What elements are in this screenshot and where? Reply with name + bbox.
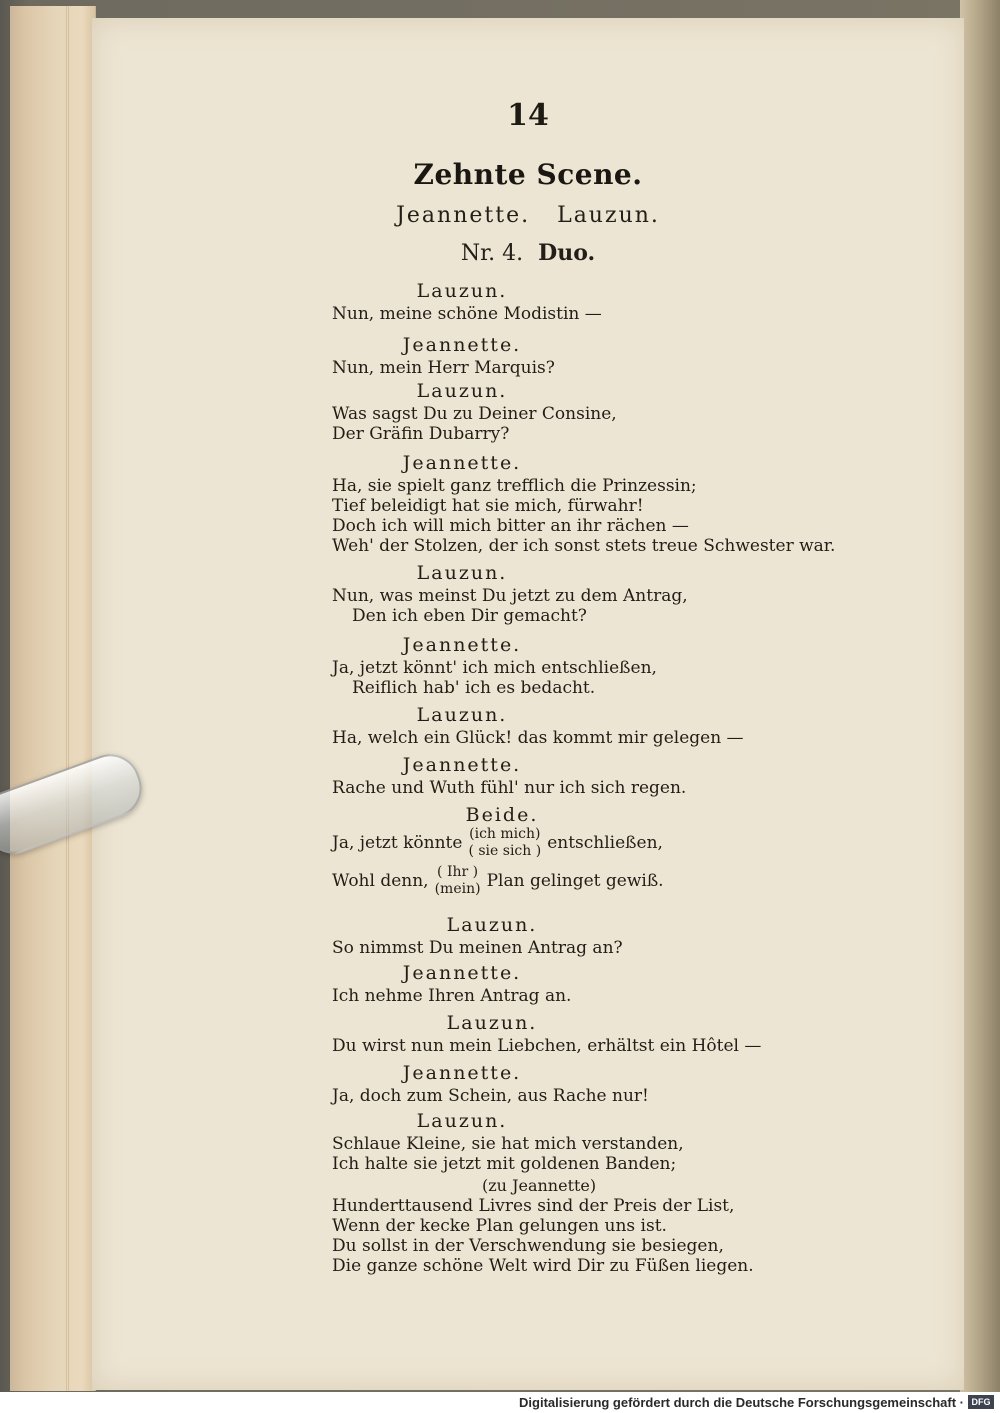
dialogue-line: Ha, sie spielt ganz trefflich die Prinzessin; xyxy=(332,476,697,496)
speaker-name: Lauzun. xyxy=(416,562,508,584)
dialogue-line: Doch ich will mich bitter an ihr rächen — xyxy=(332,516,689,536)
alt-top: ( Ihr ) xyxy=(437,864,479,880)
alt-top: (ich mich) xyxy=(469,826,541,842)
dialogue-line: Was sagst Du zu Deiner Consine, xyxy=(332,404,617,424)
book-page-edges xyxy=(10,6,96,1391)
dialogue-line: Ja, jetzt könnt' ich mich entschließen, xyxy=(332,658,657,678)
dialogue-line: Nun, meine schöne Modistin — xyxy=(332,304,602,324)
speaker-name: Jeannette. xyxy=(402,452,522,474)
speaker-name: Lauzun. xyxy=(416,704,508,726)
dialogue-line: Ja, doch zum Schein, aus Rache nur! xyxy=(332,1086,649,1106)
beide-line-1 xyxy=(332,826,663,860)
footer-bar xyxy=(0,1392,1000,1413)
alt-bottom: (mein) xyxy=(434,881,481,897)
dialogue-line: Weh' der Stolzen, der ich sonst stets treue Schwester war. xyxy=(332,536,836,556)
dialogue-line: Hunderttausend Livres sind der Preis der List, xyxy=(332,1196,735,1216)
digitization-credit: Digitalisierung gefördert durch die Deutsche Forschungsgemeinschaft · xyxy=(519,1395,964,1410)
dialogue-line: Den ich eben Dir gemacht? xyxy=(352,606,587,626)
duo-label: Duo. xyxy=(538,240,596,266)
page-number: 14 xyxy=(507,98,549,133)
dialogue-line: Nun, mein Herr Marquis? xyxy=(332,358,555,378)
dialogue-line: Der Gräfin Dubarry? xyxy=(332,424,510,444)
dialogue-line: So nimmst Du meinen Antrag an? xyxy=(332,938,623,958)
speaker-name: Lauzun. xyxy=(416,1110,508,1132)
speaker-name: Jeannette. xyxy=(402,634,522,656)
speaker-name: Jeannette. xyxy=(402,754,522,776)
dialogue-line: Reiflich hab' ich es bedacht. xyxy=(352,678,596,698)
dfg-logo: DFG xyxy=(968,1395,994,1409)
speaker-name: Jeannette. xyxy=(402,334,522,356)
alt-bottom: ( sie sich ) xyxy=(468,843,542,859)
speaker-name: Jeannette. xyxy=(402,962,522,984)
alternative-bracket xyxy=(435,864,481,898)
dialogue-line: Nun, was meinst Du jetzt zu dem Antrag, xyxy=(332,586,688,606)
beide-text: Ja, jetzt könnte xyxy=(332,833,463,853)
dialogue-line: Rache und Wuth fühl' nur ich sich regen. xyxy=(332,778,687,798)
speaker-name: Lauzun. xyxy=(416,380,508,402)
dialogue-line: Ich halte sie jetzt mit goldenen Banden; xyxy=(332,1154,677,1174)
speaker-name: Beide. xyxy=(465,804,539,826)
number-label: Nr. 4. xyxy=(460,241,524,266)
speaker-name: Lauzun. xyxy=(446,914,538,936)
book-page xyxy=(92,18,964,1390)
beide-text: Plan gelinget gewiß. xyxy=(486,871,664,891)
dialogue-line: Du wirst nun mein Liebchen, erhältst ein Hôtel — xyxy=(332,1036,762,1056)
dialogue-line: Die ganze schöne Welt wird Dir zu Füßen liegen. xyxy=(332,1256,754,1276)
dialogue-line: Ha, welch ein Glück! das kommt mir gelegen — xyxy=(332,728,744,748)
alternative-bracket xyxy=(468,826,541,860)
dialogue-line: Wenn der kecke Plan gelungen uns ist. xyxy=(332,1216,667,1236)
beide-text: entschließen, xyxy=(547,833,663,853)
dialogue-line: Tief beleidigt hat sie mich, fürwahr! xyxy=(332,496,644,516)
piece-number xyxy=(92,240,964,266)
dialogue-line: Schlaue Kleine, sie hat mich verstanden, xyxy=(332,1134,684,1154)
scene-characters: Jeannette. Lauzun. xyxy=(396,203,660,228)
dialogue-line: Ich nehme Ihren Antrag an. xyxy=(332,986,572,1006)
scene-title: Zehnte Scene. xyxy=(413,158,643,191)
speaker-name: Jeannette. xyxy=(402,1062,522,1084)
beide-text: Wohl denn, xyxy=(332,871,429,891)
speaker-name: Lauzun. xyxy=(416,280,508,302)
stage-direction: (zu Jeannette) xyxy=(482,1176,597,1195)
speaker-name: Lauzun. xyxy=(446,1012,538,1034)
beide-line-2 xyxy=(332,864,664,898)
dialogue-line: Du sollst in der Verschwendung sie besiegen, xyxy=(332,1236,724,1256)
facing-page-edge xyxy=(960,0,1000,1392)
